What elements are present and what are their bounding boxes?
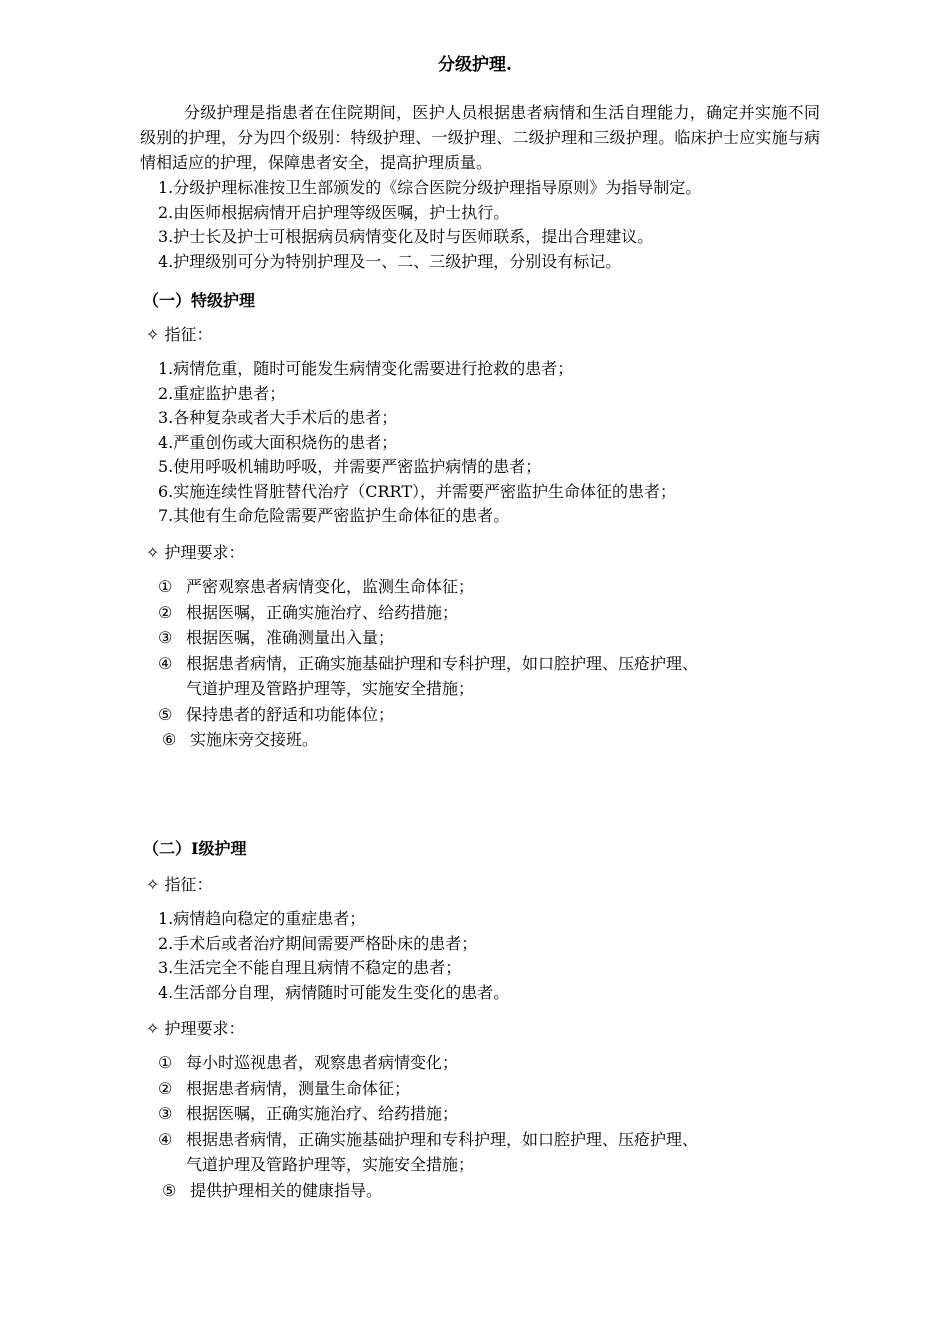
indication-label: ✧ 指征： [146,875,213,894]
requirement-list [158,574,698,753]
list-item: 3.各种复杂或者大手术后的患者； [158,408,398,427]
list-item: ① 每小时巡视患者，观察患者病情变化； [158,1053,459,1072]
list-item: 5.使用呼吸机辅助呼吸，并需要严密监护病情的患者； [158,457,542,476]
section-heading: （二）Ⅰ级护理 [143,839,247,858]
list-item: ⑤ 保持患者的舒适和功能体位； [158,704,395,724]
list-item: ③ 根据医嘱，正确实施治疗、给药措施； [158,1104,459,1123]
list-item: 1.病情危重，随时可能发生病情变化需要进行抢救的患者； [158,359,574,378]
document-title: 分级护理. [438,55,512,75]
list-item: ⑤ 提供护理相关的健康指导。 [162,1180,383,1200]
indication-list [158,907,509,1005]
list-item: 4.严重创伤或大面积烧伤的患者； [158,432,398,452]
list-item: ③ 根据医嘱，准确测量出入量； [158,628,395,647]
list-item: 2.由医师根据病情开启护理等级医嘱，护士执行。 [158,202,510,222]
list-item: 2.手术后或者治疗期间需要严格卧床的患者； [158,933,478,953]
list-item: ④ 根据患者病情，正确实施基础护理和专科护理，如口腔护理、压疮护理、 [158,653,699,673]
indication-label: ✧ 指征： [146,325,213,344]
list-item: 1.病情趋向稳定的重症患者； [158,909,366,928]
list-item-continuation: 气道护理及管路护理等，实施安全措施； [186,1155,475,1174]
list-item: 3.护士长及护士可根据病员病情变化及时与医师联系，提出合理建议。 [158,227,654,246]
requirement-label: ✧ 护理要求： [146,543,245,562]
indication-list [158,357,676,529]
list-item: 6.实施连续性肾脏替代治疗（CRRT），并需要严密监护生命体征的患者； [158,481,676,501]
list-item: ② 根据患者病情，测量生命体征； [158,1078,411,1098]
list-item: 7.其他有生命危险需要严密监护生命体征的患者。 [158,506,510,525]
list-item: 4.护理级别可分为特别护理及一、二、三级护理，分别设有标记。 [158,251,622,271]
section-heading: （一）特级护理 [143,291,256,310]
list-item-continuation: 气道护理及管路护理等，实施安全措施； [186,679,475,698]
list-item: ⑥ 实施床旁交接班。 [162,730,319,749]
list-item: ② 根据医嘱，正确实施治疗、给药措施； [158,602,459,622]
list-item: 3.生活完全不能自理且病情不稳定的患者； [158,958,462,977]
requirement-list [158,1050,698,1203]
list-item: 1.分级护理标准按卫生部颁发的《综合医院分级护理指导原则》为指导制定。 [158,178,702,197]
intro-paragraph: 分级护理是指患者在住院期间，医护人员根据患者病情和生活自理能力，确定并实施不同级别的护理，分为四个级别：特级护理、一级护理、二级护理和三级护理。临床护士应实施与病情相适应的护理，保障患者安全，提高护理质量。 [140,103,820,172]
requirement-label: ✧ 护理要求： [146,1019,245,1038]
list-item: 4.生活部分自理，病情随时可能发生变化的患者。 [158,982,510,1002]
list-item: ① 严密观察患者病情变化，监测生命体征； [158,577,475,596]
list-item: ④ 根据患者病情，正确实施基础护理和专科护理，如口腔护理、压疮护理、 [158,1129,699,1149]
list-item: 2.重症监护患者； [158,383,286,403]
rules-list [158,176,701,274]
